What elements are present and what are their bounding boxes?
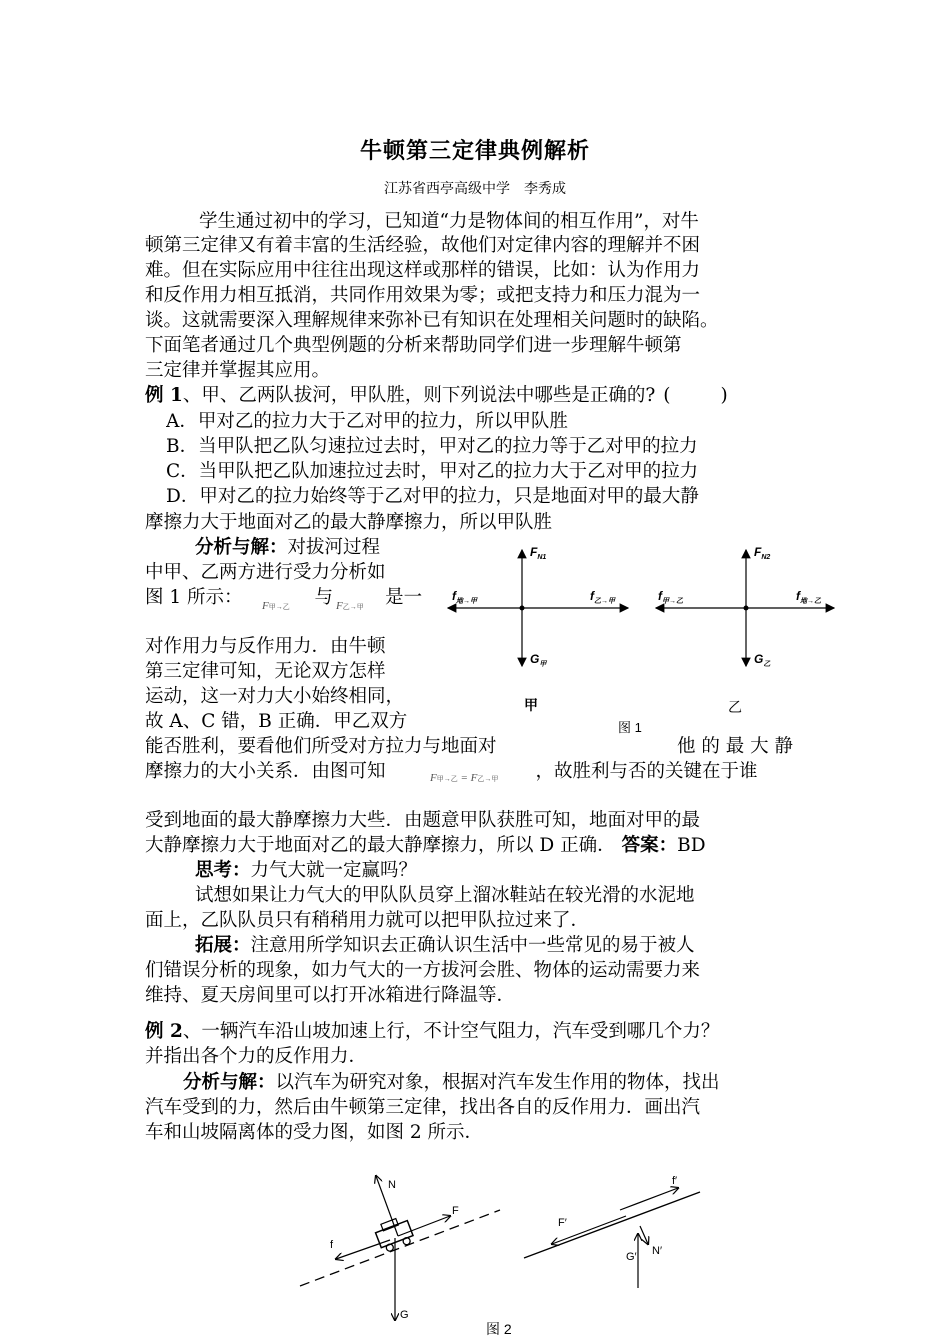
ex1-think-answer-1: 试想如果让力气大的甲队队员穿上溜冰鞋站在较光滑的水泥地 — [195, 885, 695, 906]
ex2-analysis-3: 车和山坡隔离体的受力图，如图 2 所示． — [145, 1122, 484, 1143]
fig1-yi-f-left: $f_{甲\to 乙}$ — [658, 589, 683, 605]
intro-line-7: 三定律并掌握其应用。 — [145, 360, 331, 381]
fig2-slope-diagram — [524, 1175, 700, 1288]
symbol-f-ja-yi: F甲→乙 — [262, 600, 290, 612]
fig2-slope-line — [524, 1192, 700, 1258]
ex1-extension-1: 拓展：注意用所学知识去正确认识生活中一些常见的易于被人 — [195, 935, 695, 956]
ex1-analysis-line-1: 分析与解：对拔河过程 — [195, 537, 381, 558]
fig1-jia-F: $F_{N1}$ — [530, 545, 547, 561]
fig2-traction-arrow — [398, 1216, 450, 1236]
fig1-yi-label: 乙 — [728, 699, 742, 715]
fig1-jia-f-right: $f_{乙\to 甲}$ — [590, 589, 615, 605]
ex1-analysis-line-3: 图 1 所示： 与 是一 — [145, 587, 423, 608]
ex1-think-answer-2: 面上，乙队队员只有稍稍用力就可以把甲队拉过来了． — [145, 910, 590, 931]
fig2-car-diagram — [300, 1176, 500, 1321]
ex2-analysis-1: 分析与解：以汽车为研究对象，根据对汽车发生作用的物体，找出 — [183, 1072, 720, 1093]
fig1-jia-label: 甲 — [524, 697, 538, 713]
ex1-option-a: A．甲对乙的拉力大于乙对甲的拉力，所以甲队胜 — [166, 411, 568, 432]
fig1-jia-G: $G_甲$ — [530, 652, 547, 668]
fig1-yi-f-right: $f_{地\to 乙}$ — [796, 589, 821, 605]
fig2-caption: 图 2 — [486, 1321, 512, 1337]
ex1-label: 例 1 — [145, 385, 183, 406]
intro-line-6: 下面笔者通过几个典型例题的分析来帮助同学们进一步理解牛顿第 — [145, 335, 682, 356]
fig1-jia-f-left: $f_{地\to 甲}$ — [452, 589, 477, 605]
ex2-analysis-2: 汽车受到的力，然后由牛顿第三定律，找出各自的反作用力．画出汽 — [145, 1097, 701, 1118]
fig2-label-N-prime: N′ — [652, 1245, 663, 1257]
ex1-option-d: D．甲对乙的拉力始终等于乙对甲的拉力，只是地面对甲的最大静 — [166, 486, 699, 507]
fig2-label-F-prime: F′ — [558, 1217, 567, 1229]
fig2-label-f-prime: f′ — [672, 1175, 678, 1187]
fig2-car — [373, 1215, 415, 1254]
ex1-analysis-line-9: 摩擦力的大小关系．由图可知 ，故胜利与否的关键在于谁 — [145, 761, 758, 782]
figure-1 — [440, 538, 840, 738]
fig2-label-f: f — [330, 1239, 334, 1251]
ex1-question: 例 1、甲、乙两队拔河，甲队胜，则下列说法中哪些是正确的? ( ) — [145, 385, 728, 406]
author-line: 江苏省西亭高级中学 李秀成 — [384, 181, 566, 197]
ex1-conclusion-1: 受到地面的最大静摩擦力大些．由题意甲队获胜可知，地面对甲的最 — [145, 810, 701, 831]
ex1-analysis-line-8: 能否胜利，要看他们所受对方拉力与地面对 他 的 最 大 静 — [145, 736, 794, 757]
fig1-yi-F: $F_{N2}$ — [754, 545, 771, 561]
ex2-question-1: 例 2、一辆汽车沿山坡加速上行，不计空气阻力，汽车受到哪几个力？ — [145, 1021, 720, 1042]
intro-line-1: 学生通过初中的学习，已知道“力是物体间的相互作用”，对牛 — [199, 211, 699, 232]
ex1-think: 思考：力气大就一定赢吗？ — [195, 860, 418, 881]
ex1-option-c: C．当甲队把乙队加速拉过去时，甲对乙的拉力大于乙对甲的拉力 — [166, 461, 699, 482]
ex1-option-b: B．当甲队把乙队匀速拉过去时，甲对乙的拉力等于乙对甲的拉力 — [166, 436, 698, 457]
ex1-answer-label: 答案： — [621, 835, 678, 856]
symbol-force-equation: F甲→乙 = F乙→甲 — [430, 772, 499, 784]
ex2-label: 例 2 — [145, 1021, 183, 1042]
intro-line-5: 谈。这就需要深入理解规律来弥补已有知识在处理相关问题时的缺陷。 — [145, 310, 719, 331]
figure-2 — [290, 1168, 720, 1340]
fig2-label-G-prime: G′ — [626, 1251, 637, 1263]
fig2-N-prime-arrow — [640, 1226, 648, 1244]
fig2-label-G: G — [400, 1309, 409, 1321]
fig1-yi-G: $G_乙$ — [754, 652, 771, 668]
fig2-label-F: F — [452, 1205, 459, 1217]
intro-line-4: 和反作用力相互抵消，共同作用效果为零；或把支持力和压力混为一 — [145, 285, 701, 306]
ex1-analysis-line-2: 中甲、乙两方进行受力分析如 — [145, 562, 386, 583]
intro-line-2: 顿第三定律又有着丰富的生活经验，故他们对定律内容的理解并不困 — [145, 235, 701, 256]
ex1-analysis-line-6: 运动，这一对力大小始终相同， — [145, 686, 405, 707]
intro-line-3: 难。但在实际应用中往往出现这样或那样的错误，比如：认为作用力 — [145, 260, 701, 281]
fig2-friction-arrow — [336, 1240, 390, 1259]
fig2-label-N: N — [388, 1179, 396, 1191]
fig2-f-prime-arrow — [620, 1188, 678, 1210]
ex1-analysis-line-4: 对作用力与反作用力．由牛顿 — [145, 636, 386, 657]
ex1-conclusion-2: 大静摩擦力大于地面对乙的最大静摩擦力，所以 D 正确． 答案：BD — [145, 835, 706, 856]
ex1-analysis-line-7: 故 A、C 错，B 正确．甲乙双方 — [145, 711, 408, 732]
ex1-analysis-line-5: 第三定律可知，无论双方怎样 — [145, 661, 386, 682]
fig1-caption: 图 1 — [618, 720, 642, 735]
ex1-analysis-label: 分析与解： — [195, 537, 288, 558]
ex1-answer: BD — [677, 835, 706, 856]
ex1-extension-2: 们错误分析的现象，如力气大的一方拔河会胜、物体的运动需要力来 — [145, 960, 701, 981]
page-title: 牛顿第三定律典例解析 — [359, 138, 590, 164]
ex1-extension-3: 维持、夏天房间里可以打开冰箱进行降温等． — [145, 985, 516, 1006]
fig1-jia-diagram — [448, 545, 628, 713]
ex1-option-d-cont: 摩擦力大于地面对乙的最大静摩擦力，所以甲队胜 — [145, 512, 553, 533]
fig1-yi-dot — [744, 606, 749, 611]
symbol-f-yi-ja: F乙→甲 — [336, 600, 364, 612]
fig1-jia-dot — [520, 606, 525, 611]
fig1-yi-diagram — [656, 545, 834, 715]
ex2-question-2: 并指出各个力的反作用力． — [145, 1046, 368, 1067]
